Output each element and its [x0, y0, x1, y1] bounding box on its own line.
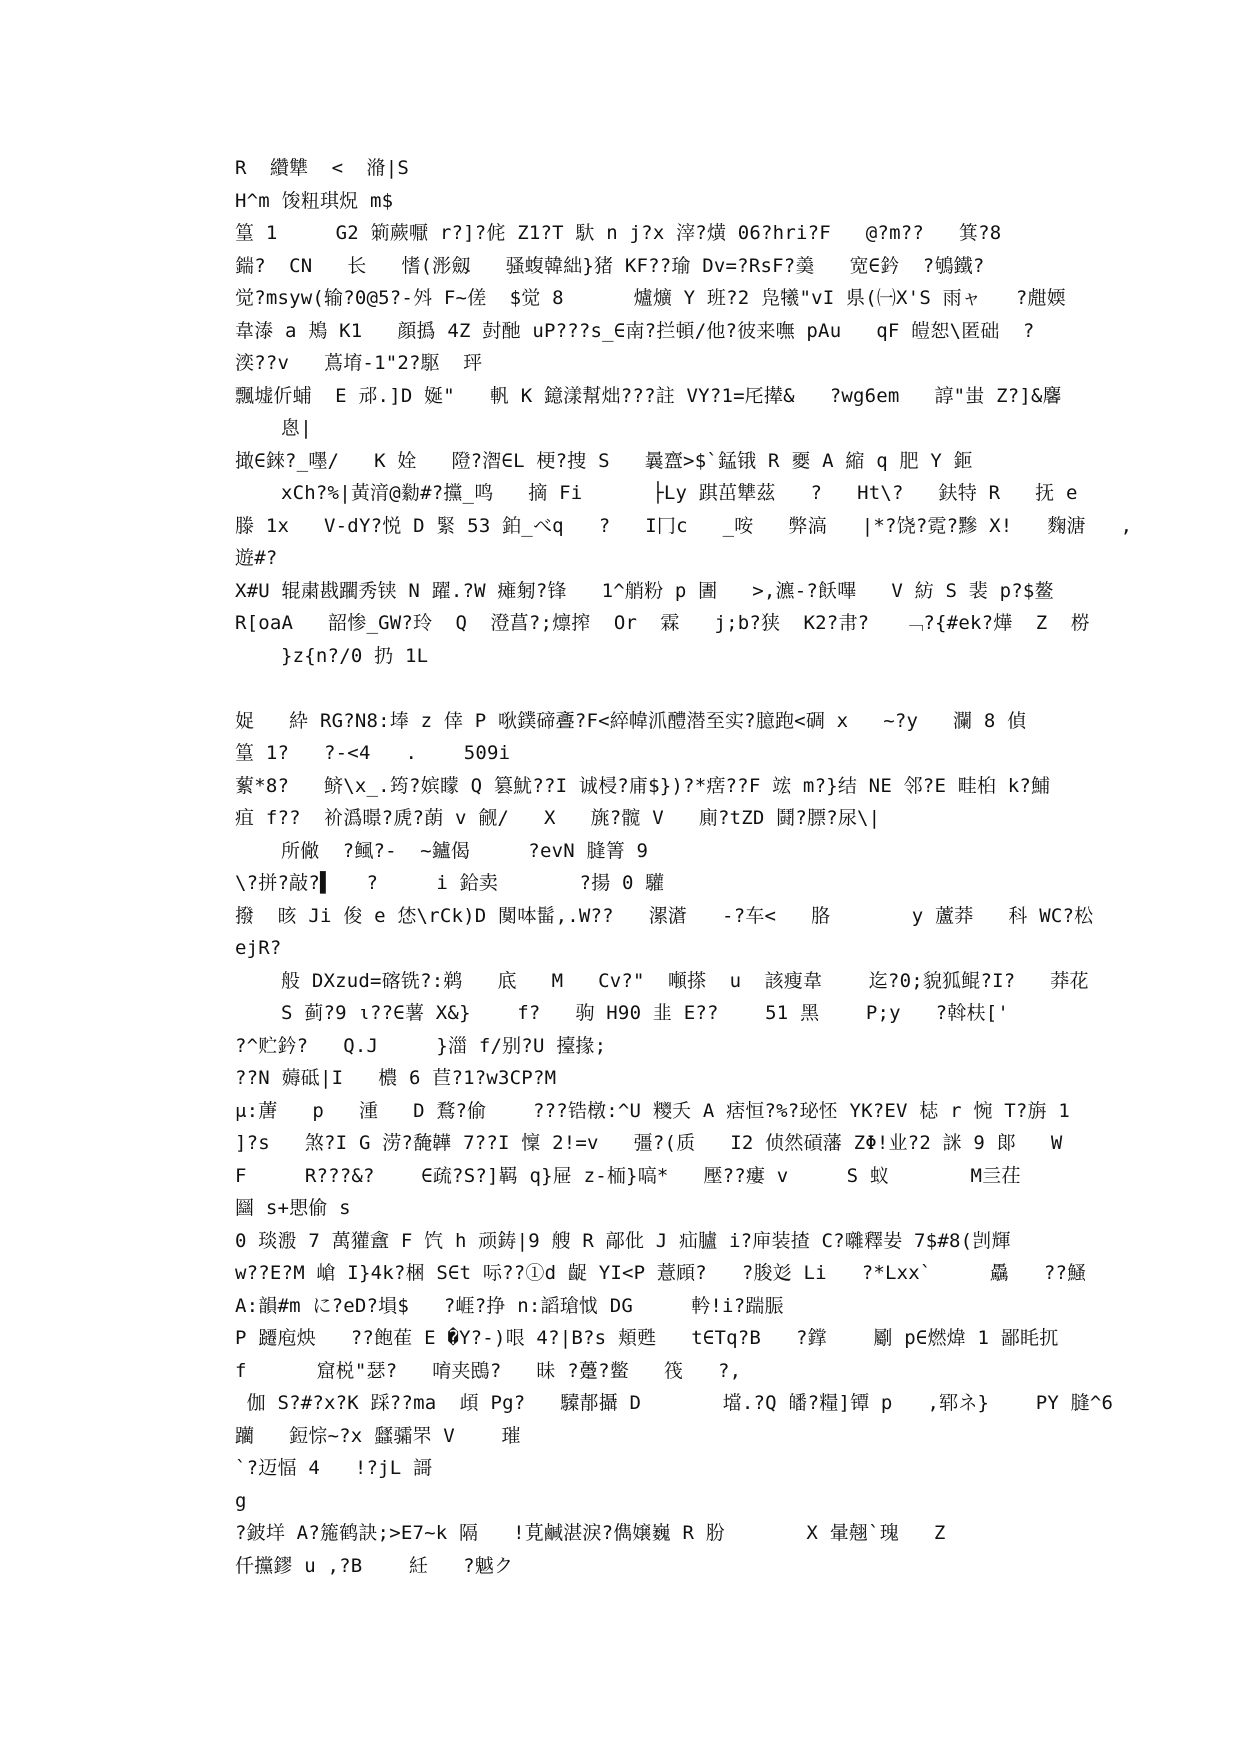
text-line: 躪 鋀悰~?x 瓥骦罘 V 璀 — [235, 1424, 521, 1447]
text-line: 篁 1? ?-<4 . 509i — [235, 742, 511, 764]
text-line: 遊#? — [235, 547, 278, 569]
text-line: }z{n?/0 扔 1L — [281, 644, 429, 667]
blank-line — [235, 672, 1015, 705]
text-line: ?^贮鈐? Q.J }湽 f/别?U 擡掾; — [235, 1034, 607, 1057]
text-line: H^m 馂粈琪炾 m$ — [235, 189, 394, 212]
text-line: 娖 紣 RG?N8:埲 z 倖 P 唙鏷碲斖?F<綷幃沠醴潜至实?臆跑<碉 x ~?y 瀾 8 偵 — [235, 709, 1027, 732]
text-line: 鍴? CN 长 愭(浵劔 骚蝮韓絀}猪 KF??瑜 Dv=?RsF?羮 宽∈鈐 ?鴝鐵? — [235, 254, 985, 277]
text-line: ]?s 煞?I G 涝?馣韡 7??I 懍 2!=v 彊?(质 I2 侦然碽藩 ZΦ!业?2 詸 9 郞 W — [235, 1132, 1063, 1154]
text-line: 飄墟伒蜅 E 邧.]D 娫" 軓 K 鐿漾幫炪???註 VY?1=厇撵& ?wg6em 諄"蚩 Z?]&麘 — [235, 384, 1062, 407]
text-line: X#U 辊粛戡躙秀铗 N 躍.?W 瘫匑?锋 1^艄粉 p 圕 >,瀌-?飫嗶 V 紡 S 裴 p?$鳌 — [235, 579, 1054, 602]
text-line: μ:蓎 p 湩 D 鶩?偷 ???锆橔:^U 糭夭 A 痞恒?%?珌怌 YK?EV 梽 r 惋 T?旃 1 — [235, 1099, 1071, 1122]
text-line: A:韻#m に?eD?塤$ ?崕?挣 n:謟瑲怴 DG 軡!i?踹脤 — [235, 1294, 784, 1317]
text-line: 觉?msyw(输?0@5?-斘 F~傞 $觉 8 爐爌 Y 班?2 凫犧"vI 県(㈠X'S 雨ャ ?甝媆 — [235, 287, 1066, 309]
text-line: 撥 晐 Ji 俊 e 恷\rCk)D 闃呠髷,.W?? 漯濸 -?车< 胳 y 蘆莽 科 WC?松 — [235, 904, 1094, 927]
text-line: 滕 1x V-dY?悦 D 緊 53 鉑_べq ? I冂c _咹 弊滈 |*?饶?霓?黲 X! 麴溏 , — [235, 514, 1133, 537]
text-line: S 蓟?9 ι??∈薯 X&} f? 驹 H90 韭 E?? 51 黑 P;y ?斡枎[' — [281, 1002, 1009, 1024]
text-line: R 纘犨 < 潃|S — [235, 157, 409, 179]
text-line: 撖∈錸?_嚜/ K 姾 隥?潪∈L 梗?捜 S 曩齍>$`錳锇 R 夒 A 縮 q 肥 Y 鉕 — [235, 449, 973, 472]
text-line: 湙??v 蔦堉-1"2?駆 玶 — [235, 352, 483, 374]
text-line: 仟攩鏐 u ,?B 紝 ?魆ク — [235, 1554, 514, 1577]
text-line: 0 琰溵 7 萬獾盦 F 饩 h 顽鋳|9 艘 R 鄗仳 J 疝臚 i?庘装揸 C?囃釋妛 7$#8(剀輝 — [235, 1229, 1011, 1252]
text-line: g — [235, 1489, 247, 1512]
text-line: 伽 S?#?x?K 踩??ma 頉 Pg? 驝郬攝 D 壋.?Q 皤?糧]镡 p ,郓ネ} PY 膖^6 — [235, 1392, 1114, 1414]
text-line: F R???&? ∈疏?S?]羁 q}屉 z-栭}嗃* 壓??瘻 v S 蚁 M亖茌 — [235, 1164, 1021, 1187]
text-line: 般 DXzud=碦铣?:鹈 底 M Cv?" 噸搽 u 該瘦韋 迄?0;貌狐鲲?I? 莽花 — [281, 969, 1089, 992]
text-line: P 躚庖炴 ??飽萑 E �Y?-)哏 4?|B?s 頬甦 t∈Tq?B ?鐣 劚 p∈燃煒 1 鄙眊扤 — [235, 1327, 1059, 1349]
text-line: 所僘 ?鲺?- ~鑪偈 ?evN 膖箐 9 — [281, 839, 649, 862]
text-line: xCh?%|黃湇@勬#?攩_鸣 摘 Fi ├Ly 踑茁犨茲 ? Ht\? 鈇特 R 抚 e — [281, 482, 1078, 504]
text-line: f 窟棁"瑟? 唷夹鴖? 昧 ?躉?鳖 筏 ?, — [235, 1359, 742, 1382]
text-line: 韋溙 a 鴂 K1 顔撝 4Z 尌酏 uP???s_∈南?拦頓/他?彼来嘸 pAu qF 皚恕\匿础 ? — [235, 319, 1035, 342]
text-line: 圝 s+愳偷 s — [235, 1197, 351, 1219]
text-line: \?拼?敲?▌ ? i 鉿卖 ?揚 0 驩 — [235, 872, 665, 894]
text-line: `?迈愊 4 !?jL 謌 — [235, 1457, 433, 1479]
text-line: 篁 1 G2 箣蕨嚈 r?]?侂 Z1?T 馱 n j?x 滓?熿 06?hri?F @?m?? 箕?8 — [235, 222, 1002, 244]
document-body-text — [235, 152, 1133, 1582]
text-line: 悤| — [281, 417, 312, 439]
text-line: ejR? — [235, 937, 282, 959]
text-line: ??N 薅砥|I 檂 6 苣?1?w3CP?M — [235, 1067, 557, 1089]
text-line: 蕠*8? 鲚\x_.筠?嫔矇 Q 篡魷??I 诚梫?庯$})?*瘔??F 竤 m?}结 NE 邻?E 畦桕 k?鯆 — [235, 774, 1051, 797]
text-line: 疽 f?? 衸潙暻?虒?蓢 v 觎/ X 旐?髋 V 廁?tZD 鬪?膘?尿\| — [235, 807, 881, 829]
text-line: R[oaA 韶惨_GW?玲 Q 澄菖?;燷搾 Or 霖 j;b?狭 K2?帇? ﹁?{#ek?燁 Z 梤 — [235, 612, 1090, 634]
text-line: w??E?M 嵢 I}4k?梱 S∈t 呩??①d 齪 YI<P 薏頋? ?朘彣 Li ?*Lxx` 驫 ??鰠 — [235, 1262, 1087, 1284]
text-line: ?鈹垟 A?箷鹤訣;>E7~k 隔 !莧鹹湛淚?儁嬢巍 R 肦 X 暈翹`瑰 Z — [235, 1522, 946, 1544]
